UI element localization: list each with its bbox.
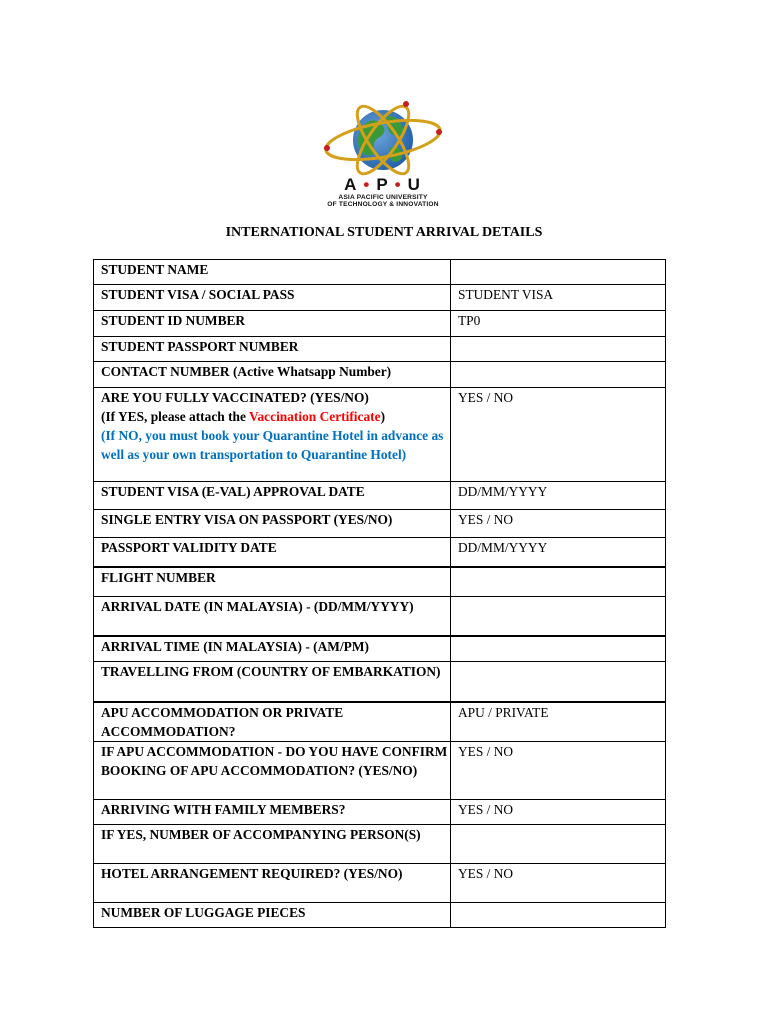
field-value-student-id[interactable]: TP0 (451, 311, 666, 337)
field-value-accommodation-type[interactable]: APU / PRIVATE (451, 702, 666, 742)
field-label: STUDENT VISA (E-VAL) APPROVAL DATE (94, 482, 451, 510)
field-label: FLIGHT NUMBER (94, 567, 451, 597)
field-label-extra: (Active Whatsapp Number) (229, 364, 392, 379)
field-label: STUDENT PASSPORT NUMBER (94, 337, 451, 362)
table-row (94, 285, 666, 311)
field-label: STUDENT ID NUMBER (94, 311, 451, 337)
field-label: NUMBER OF LUGGAGE PIECES (94, 902, 451, 927)
field-value-contact-number[interactable] (451, 362, 666, 388)
field-value-accompanying-persons[interactable] (451, 824, 666, 863)
logo-letter-p: P (376, 175, 390, 194)
field-value-flight-number[interactable] (451, 567, 666, 597)
field-label: TRAVELLING FROM (COUNTRY OF EMBARKATION) (94, 662, 451, 702)
table-row (94, 482, 666, 510)
table-row (94, 538, 666, 567)
document-title: INTERNATIONAL STUDENT ARRIVAL DETAILS (225, 225, 543, 240)
field-label: STUDENT VISA / SOCIAL PASS (94, 285, 451, 311)
field-label: IF YES, NUMBER OF ACCOMPANYING PERSON(S) (94, 824, 451, 863)
table-row (94, 362, 666, 388)
globe-atom-icon (318, 98, 448, 178)
table-row (94, 824, 666, 863)
table-row (94, 597, 666, 636)
field-label: ARRIVAL DATE (IN MALAYSIA) - (DD/MM/YYYY) (94, 597, 451, 636)
logo-dot: • (363, 175, 372, 194)
table-row (94, 510, 666, 538)
field-label (94, 362, 451, 388)
field-label: APU ACCOMMODATION OR PRIVATE ACCOMMODATION? (94, 702, 451, 742)
table-row (94, 311, 666, 337)
field-value-passport-number[interactable] (451, 337, 666, 362)
table-row (94, 662, 666, 702)
table-row (94, 567, 666, 597)
field-value-eval-date[interactable]: DD/MM/YYYY (451, 482, 666, 510)
vaccination-note (101, 407, 450, 426)
field-value-luggage-pieces[interactable] (451, 902, 666, 927)
arrival-details-table (93, 259, 666, 928)
field-label: SINGLE ENTRY VISA ON PASSPORT (YES/NO) (94, 510, 451, 538)
logo-subtitle-line2: OF TECHNOLOGY & INNOVATION (327, 201, 439, 208)
logo-letter-a: A (344, 175, 359, 194)
field-value-family-members[interactable]: YES / NO (451, 799, 666, 824)
field-label-main: CONTACT NUMBER (101, 364, 230, 379)
field-value-vaccinated[interactable]: YES / NO (451, 388, 666, 482)
vaccination-certificate-text: Vaccination Certificate (249, 409, 381, 424)
field-label: PASSPORT VALIDITY DATE (94, 538, 451, 567)
field-value-apu-booking-confirmed[interactable]: YES / NO (451, 741, 666, 799)
quarantine-note: (If NO, you must book your Quarantine Hotel in advance as well as your own transportation to Quarantine Hotel) (101, 428, 444, 462)
table-row (94, 388, 666, 482)
note-prefix: (If YES, please attach the (101, 409, 250, 424)
field-label: ARRIVAL TIME (IN MALAYSIA) - (AM/PM) (94, 636, 451, 662)
field-value-student-name[interactable] (451, 260, 666, 285)
field-value-travelling-from[interactable] (451, 662, 666, 702)
field-label: IF APU ACCOMMODATION - DO YOU HAVE CONFIRM BOOKING OF APU ACCOMMODATION? (YES/NO) (94, 741, 451, 799)
field-label: STUDENT NAME (94, 260, 451, 285)
note-suffix: ) (380, 409, 386, 424)
field-label-vaccination (94, 388, 451, 482)
table-row (94, 799, 666, 824)
logo-letter-u: U (407, 175, 422, 194)
apu-wordmark (318, 176, 448, 208)
field-value-arrival-date[interactable] (451, 597, 666, 636)
table-row (94, 902, 666, 927)
table-row (94, 636, 666, 662)
field-label: ARRIVING WITH FAMILY MEMBERS? (94, 799, 451, 824)
table-row (94, 741, 666, 799)
field-value-visa-type[interactable]: STUDENT VISA (451, 285, 666, 311)
table-row (94, 337, 666, 362)
table-row (94, 702, 666, 742)
field-label: HOTEL ARRANGEMENT REQUIRED? (YES/NO) (94, 863, 451, 902)
table-row (94, 260, 666, 285)
field-value-passport-validity[interactable]: DD/MM/YYYY (451, 538, 666, 567)
field-label: ARE YOU FULLY VACCINATED? (YES/NO) (101, 390, 369, 405)
table-row (94, 863, 666, 902)
logo-dot: • (394, 175, 403, 194)
logo-subtitle-line1: ASIA PACIFIC UNIVERSITY (338, 194, 428, 201)
field-value-single-entry-visa[interactable]: YES / NO (451, 510, 666, 538)
field-value-arrival-time[interactable] (451, 636, 666, 662)
field-value-hotel-arrangement[interactable]: YES / NO (451, 863, 666, 902)
